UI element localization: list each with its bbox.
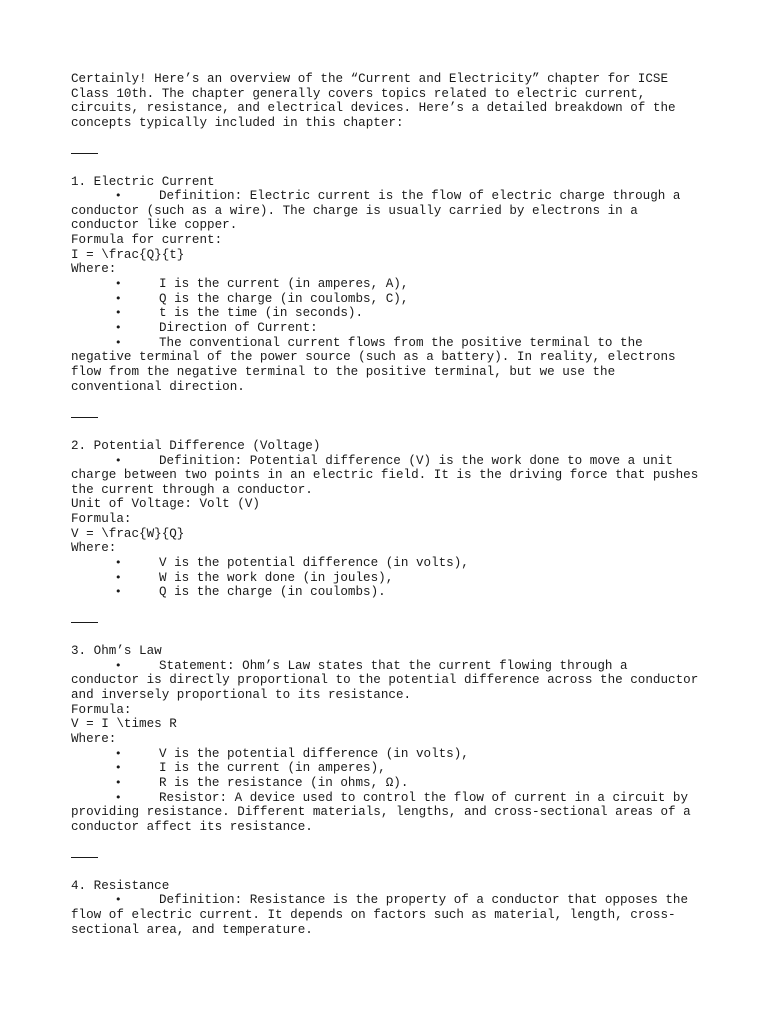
bullet-icon: • <box>115 761 122 774</box>
section-heading: 2. Potential Difference (Voltage) <box>71 439 321 453</box>
unit-line: Unit of Voltage: Volt (V) <box>71 497 260 511</box>
list-item-text: Statement: Ohm’s Law states that the current flowing through a <box>159 659 628 673</box>
bullet-icon: • <box>115 776 122 789</box>
intro-line: Certainly! Here’s an overview of the “Current and Electricity” chapter for ICSE <box>71 72 669 86</box>
intro-line: Class 10th. The chapter generally covers topics related to electric current, <box>71 87 646 101</box>
list-item-text: I is the current (in amperes), <box>159 761 386 775</box>
section-heading: 4. Resistance <box>71 879 170 893</box>
list-item-text: Q is the charge (in coulombs). <box>159 585 386 599</box>
paragraph-line: the current through a conductor. <box>71 483 313 497</box>
paragraph-line: conventional direction. <box>71 380 245 394</box>
paragraph-line: conductor is directly proportional to the potential difference across the conductor <box>71 673 699 687</box>
list-item-text: W is the work done (in joules), <box>159 571 394 585</box>
section-divider <box>71 857 98 858</box>
list-item-text: The conventional current flows from the positive terminal to the <box>159 336 643 350</box>
bullet-icon: • <box>115 791 122 804</box>
list-item-text: t is the time (in seconds). <box>159 306 364 320</box>
paragraph-line: flow of electric current. It depends on factors such as material, length, cross- <box>71 908 676 922</box>
formula: V = I \times R <box>71 717 177 731</box>
where-label: Where: <box>71 541 117 555</box>
list-item-text: V is the potential difference (in volts), <box>159 556 469 570</box>
list-item-text: Definition: Resistance is the property of a conductor that opposes the <box>159 893 689 907</box>
where-label: Where: <box>71 732 117 746</box>
bullet-icon: • <box>115 893 122 906</box>
list-item-text: Q is the charge (in coulombs, C), <box>159 292 409 306</box>
section-divider <box>71 153 98 154</box>
bullet-icon: • <box>115 321 122 334</box>
formula: I = \frac{Q}{t} <box>71 248 185 262</box>
bullet-icon: • <box>115 571 122 584</box>
paragraph-line: conductor affect its resistance. <box>71 820 313 834</box>
bullet-icon: • <box>115 585 122 598</box>
paragraph-line: sectional area, and temperature. <box>71 923 313 937</box>
list-item-text: Direction of Current: <box>159 321 318 335</box>
list-item-text: Definition: Electric current is the flow of electric charge through a <box>159 189 681 203</box>
paragraph-line: conductor (such as a wire). The charge is usually carried by electrons in a <box>71 204 638 218</box>
formula-label: Formula: <box>71 512 132 526</box>
section-divider <box>71 622 98 623</box>
paragraph-line: flow from the negative terminal to the positive terminal, but we use the <box>71 365 616 379</box>
section-heading: 3. Ohm’s Law <box>71 644 162 658</box>
formula: V = \frac{W}{Q} <box>71 527 185 541</box>
section-heading: 1. Electric Current <box>71 175 215 189</box>
list-item-text: R is the resistance (in ohms, Ω). <box>159 776 409 790</box>
intro-line: concepts typically included in this chapter: <box>71 116 404 130</box>
bullet-icon: • <box>115 277 122 290</box>
bullet-icon: • <box>115 659 122 672</box>
formula-label: Formula: <box>71 703 132 717</box>
list-item-text: I is the current (in amperes, A), <box>159 277 409 291</box>
list-item-text: Resistor: A device used to control the flow of current in a circuit by <box>159 791 689 805</box>
intro-line: circuits, resistance, and electrical devices. Here’s a detailed breakdown of the <box>71 101 676 115</box>
bullet-icon: • <box>115 336 122 349</box>
paragraph-line: and inversely proportional to its resistance. <box>71 688 412 702</box>
formula-label: Formula for current: <box>71 233 223 247</box>
bullet-icon: • <box>115 556 122 569</box>
bullet-icon: • <box>115 454 122 467</box>
bullet-icon: • <box>115 189 122 202</box>
bullet-icon: • <box>115 292 122 305</box>
where-label: Where: <box>71 262 117 276</box>
paragraph-line: charge between two points in an electric field. It is the driving force that pushes <box>71 468 699 482</box>
list-item-text: V is the potential difference (in volts), <box>159 747 469 761</box>
bullet-icon: • <box>115 747 122 760</box>
paragraph-line: negative terminal of the power source (such as a battery). In reality, electrons <box>71 350 676 364</box>
list-item-text: Definition: Potential difference (V) is the work done to move a unit <box>159 454 673 468</box>
bullet-icon: • <box>115 306 122 319</box>
paragraph-line: providing resistance. Different materials, lengths, and cross-sectional areas of a <box>71 805 691 819</box>
paragraph-line: conductor like copper. <box>71 218 238 232</box>
section-divider <box>71 417 98 418</box>
